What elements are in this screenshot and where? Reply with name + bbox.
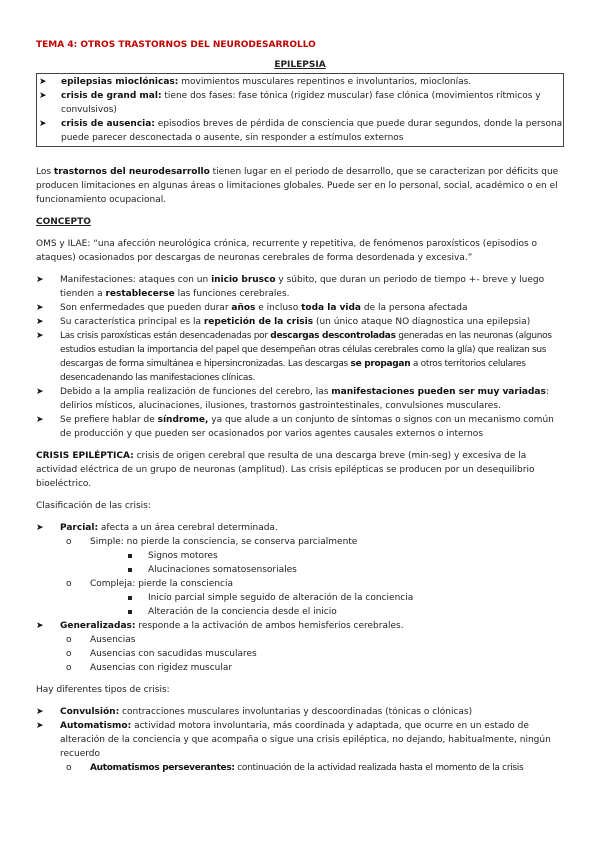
arrow-bullet-icon: ➤ [36,303,44,313]
text: tienen lugar en el periodo de desarrollo, que se caracterizan por déficits que producen limitaciones en algunas áreas o limitaciones globales. Puede ser en lo personal, social, académico o en el funcionamiento ocupacional. [36,167,559,205]
list-item: ➤ Las crisis paroxísticas están desencadenadas por descargas descontroladas generadas en las neuronas (algunos estudios estudian la importancia del papel que desempeñan otras células cerebrales como la glía) que realizan sus descargas de forma simultánea e hipersincronizadas. Las descargas se propagan a otros territorios celulares desencadenando las manifestaciones clínicas. [36,331,552,383]
term: crisis de grand mal: [61,91,162,101]
list-item-generalizadas: ➤ Generalizadas: responde a la activación de ambos hemisferios cerebrales. [36,621,404,631]
circle-bullet-icon: o [66,649,72,659]
circle-bullet-icon: o [66,635,72,645]
arrow-bullet-icon: ➤ [36,317,44,327]
list-item: ➤ Son enfermedades que pueden durar años e incluso toda la vida de la persona afectada [36,303,468,313]
compleja-sub-list [36,591,564,619]
concepto-list [36,273,564,441]
arrow-bullet-icon: ➤ [36,523,44,533]
list-item-compleja: o Compleja: pierde la consciencia [66,579,233,589]
document-page [36,38,564,775]
parcial-sub-list [36,535,564,549]
arrow-bullet-icon: ➤ [36,415,44,425]
tipos-list [36,705,564,761]
page-title: TEMA 4: OTROS TRASTORNOS DEL NEURODESARROLLO [36,40,316,50]
list-item-parcial: ➤ Parcial: afecta a un área cerebral determinada. [36,523,278,533]
list-item-automatismo: ➤ Automatismo: actividad motora involuntaria, más coordinada y adaptada, que ocurre en un estado de alteración de la conciencia y que acompaña o sigue una crisis epiléptica, no dejando, habitualmente, ningún recuerdo [36,721,551,759]
circle-bullet-icon: o [66,537,72,547]
square-bullet-icon [128,596,132,600]
list-item-simple: o Simple: no pierde la consciencia, se conserva parcialmente [66,537,358,547]
clasificacion-list [36,521,564,535]
list-item: o Ausencias con rigidez muscular [66,663,233,673]
circle-bullet-icon: o [66,579,72,589]
term: trastornos del neurodesarrollo [53,167,210,177]
definition: tiene dos fases: fase tónica (rigidez muscular) fase clónica (movimientos rítmicos y convulsivos) [61,91,541,115]
automatismo-sub-list [36,761,564,775]
oms-quote: OMS y ILAE: “una afección neurológica crónica, recurrente y repetitiva, de fenómenos paroxísticos (episodios o ataques) ocasionados por descargas de neuronas cerebrales de forma desordenada y excesiva.” [36,239,538,263]
list-item: ➤ Su característica principal es la repetición de la crisis (un único ataque NO diagnostica una epilepsia) [36,317,531,327]
definition: movimientos musculares repentinos e involuntarios, mioclonías. [178,77,472,87]
arrow-bullet-icon: ➤ [36,621,44,631]
intro-paragraph [36,165,564,207]
crisis-definition [36,449,564,491]
square-bullet-icon [128,568,132,572]
list-item [37,75,563,89]
list-item [37,117,563,145]
circle-bullet-icon: o [66,663,72,673]
list-item: o Ausencias [66,635,136,645]
section-heading-concepto: CONCEPTO [36,217,91,227]
list-item: o Ausencias con sacudidas musculares [66,649,257,659]
clasificacion-list-2 [36,619,564,633]
list-item: ➤ Debido a la amplia realización de funciones del cerebro, las manifestaciones pueden ser muy variadas: delirios místicos, alucinaciones, ilusiones, trastornos gastrointestinales, convulsiones musculares. [36,387,549,411]
tipos-heading: Hay diferentes tipos de crisis: [36,685,170,695]
generalizadas-sub-list [36,633,564,675]
list-item: Inicio parcial simple seguido de alteración de la conciencia [36,591,564,605]
text: Los [36,167,54,177]
arrow-bullet-icon: ➤ [39,77,47,87]
arrow-bullet-icon: ➤ [36,387,44,397]
term: CRISIS EPILÉPTICA: [36,451,134,461]
term: epilepsias mioclónicas: [61,77,179,87]
definition: episodios breves de pérdida de consciencia que puede durar segundos, donde la persona puede parecer desconectada o ausente, sin responder a estímulos externos [61,119,563,143]
list-item: ➤ Se prefiere hablar de síndrome, ya que alude a un conjunto de síntomas o signos con un mecanismo común de producción y que pueden ser ocasionados por varios agentes causales externos o internos [36,415,554,439]
arrow-bullet-icon: ➤ [36,707,44,717]
arrow-bullet-icon: ➤ [39,91,47,101]
circle-bullet-icon: o [66,763,72,773]
clasificacion-heading: Clasificación de las crisis: [36,501,151,511]
list-item: ➤ Manifestaciones: ataques con un inicio brusco y súbito, que duran un periodo de tiempo +- breve y luego tienden a restablecerse las funciones cerebrales. [36,275,545,299]
list-item: Alteración de la conciencia desde el inicio [36,605,564,619]
list-item: Signos motores [36,549,564,563]
parcial-sub-list-2 [36,577,564,591]
arrow-bullet-icon: ➤ [36,275,44,285]
list-item [37,89,563,117]
term: crisis de ausencia: [61,119,155,129]
list-item-convulsion: ➤ Convulsión: contracciones musculares involuntarias y descoordinadas (tónicas o clónicas) [36,707,473,717]
arrow-bullet-icon: ➤ [36,721,44,731]
arrow-bullet-icon: ➤ [39,119,47,129]
list-item-perseverantes: o Automatismos perseverantes: continuación de la actividad realizada hasta el momento de la crisis [66,763,524,773]
square-bullet-icon [128,554,132,558]
epilepsy-types-box [36,73,564,147]
square-bullet-icon [128,610,132,614]
simple-sub-list [36,549,564,577]
section-heading-epilepsia: EPILEPSIA [274,60,326,70]
list-item: Alucinaciones somatosensoriales [36,563,564,577]
epilepsy-types-list [37,75,563,145]
definition: crisis de origen cerebral que resulta de una descarga breve (min-seg) y excesiva de la actividad eléctrica de un grupo de neuronas (amplitud). Las crisis epilépticas se producen por un desequilibrio bioeléctrico. [36,451,535,489]
arrow-bullet-icon: ➤ [36,331,44,341]
